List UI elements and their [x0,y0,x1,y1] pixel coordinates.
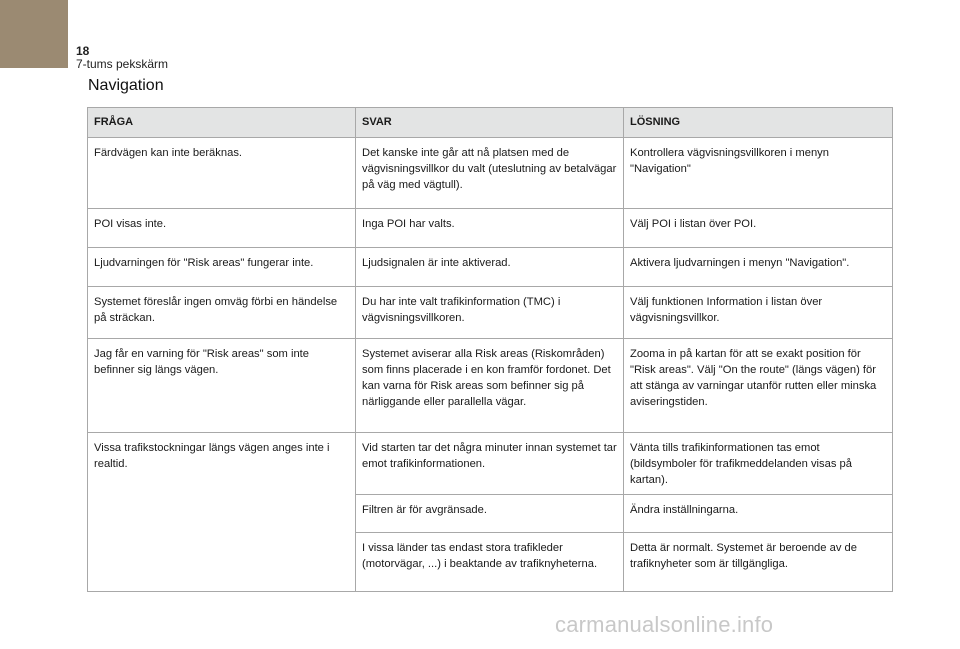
solution-cell: Vänta tills trafikinformationen tas emot (bildsymboler för trafikmeddelanden visas på kartan). [624,433,893,495]
answer-cell: Du har inte valt trafikinformation (TMC) i vägvisningsvillkoren. [356,287,624,339]
table-row [88,209,893,248]
solution-cell: Detta är normalt. Systemet är beroende av de trafiknyheter som är tillgängliga. [624,533,893,592]
answer-cell: Det kanske inte går att nå platsen med de vägvisningsvillkor du valt (uteslutning av betalvägar på väg med vägtull). [356,138,624,209]
question-cell: Systemet föreslår ingen omväg förbi en händelse på sträckan. [88,287,356,339]
solution-cell: Välj funktionen Information i listan över vägvisningsvillkor. [624,287,893,339]
answer-cell: Ljudsignalen är inte aktiverad. [356,248,624,287]
solution-cell: Ändra inställningarna. [624,495,893,533]
answer-cell: I vissa länder tas endast stora trafikleder (motorvägar, ...) i beaktande av trafiknyheterna. [356,533,624,592]
table-row [88,339,893,433]
solution-cell: Aktivera ljudvarningen i menyn "Navigation". [624,248,893,287]
table-row [88,248,893,287]
question-cell: POI visas inte. [88,209,356,248]
watermark: carmanualsonline.info [555,612,774,637]
solution-cell: Välj POI i listan över POI. [624,209,893,248]
question-cell: Ljudvarningen för "Risk areas" fungerar inte. [88,248,356,287]
table-row [88,138,893,209]
table-row [88,287,893,339]
answer-cell: Systemet aviserar alla Risk areas (Riskområden) som finns placerade i en kon framför fordonet. Det kan varna för Risk areas som befinner sig på närliggande eller parallella vägar. [356,339,624,433]
header-solution: LÖSNING [624,108,893,138]
page-number: 18 [76,44,90,58]
section-label: 7-tums pekskärm [76,57,169,71]
answer-cell: Inga POI har valts. [356,209,624,248]
header-question: FRÅGA [88,108,356,138]
question-cell: Vissa trafikstockningar längs vägen anges inte i realtid. [88,433,356,592]
table-row [88,433,893,495]
question-cell: Färdvägen kan inte beräknas. [88,138,356,209]
answer-cell: Vid starten tar det några minuter innan systemet tar emot trafikinformationen. [356,433,624,495]
chapter-tab [0,0,68,68]
solution-cell: Kontrollera vägvisningsvillkoren i menyn "Navigation" [624,138,893,209]
answer-cell: Filtren är för avgränsade. [356,495,624,533]
solution-cell: Zooma in på kartan för att se exakt position för "Risk areas". Välj "On the route" (längs vägen) för att stänga av varningar utanför rutten eller minska aviseringstiden. [624,339,893,433]
header-answer: SVAR [356,108,624,138]
table-header-row [88,108,893,138]
troubleshooting-table [87,107,893,592]
page-title: Navigation [88,77,164,94]
question-cell: Jag får en varning för "Risk areas" som inte befinner sig längs vägen. [88,339,356,433]
